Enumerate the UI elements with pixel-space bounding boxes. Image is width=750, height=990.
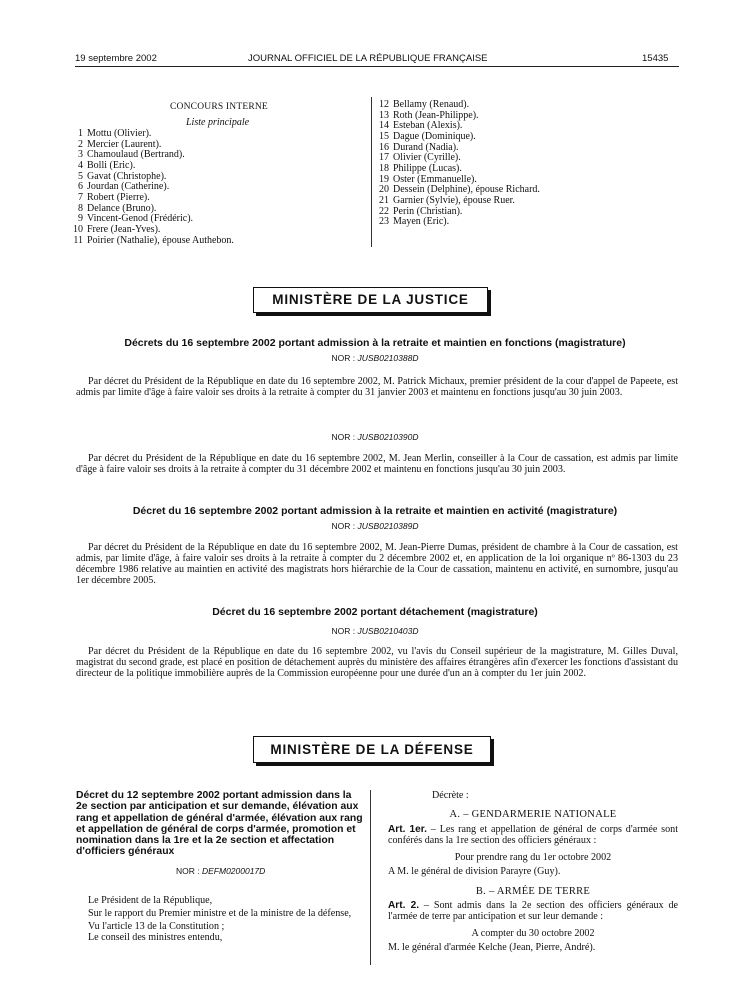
candidate-name: Bolli (Eric).	[87, 159, 136, 171]
candidate-name: Delance (Bruno).	[87, 202, 157, 214]
candidate-rank: 4	[78, 159, 83, 171]
candidate-list-left	[72, 129, 234, 246]
decree-title-defense: Décret du 12 septembre 2002 portant admission dans la 2e section par anticipation et sur demande, élévation aux rang et appellation de général d'armée, élévation aux rang et appellation de général de corps d'armée, promotion et nomination dans la 1re et la 2e section et affectation d'officiers généraux	[76, 790, 363, 858]
candidate-rank: 14	[379, 120, 389, 132]
preamble-line: Vu l'article 13 de la Constitution ;	[88, 921, 225, 933]
decree-title-justice-1: Décrets du 16 septembre 2002 portant admission à la retraite et maintien en fonctions (magistrature)	[124, 337, 626, 349]
candidate-rank: 3	[78, 149, 83, 161]
candidate-rank: 2	[78, 138, 83, 150]
candidate-name: Garnier (Sylvie), épouse Ruer.	[393, 194, 515, 206]
header-rule	[75, 66, 679, 67]
candidate-name: Oster (Emmanuelle).	[393, 173, 477, 185]
candidate-name: Esteban (Alexis).	[393, 120, 463, 132]
candidate-rank: 8	[78, 202, 83, 214]
header-page-number: 15435	[642, 53, 669, 64]
candidate-rank: 21	[379, 194, 389, 206]
defense-preamble	[76, 895, 362, 943]
candidate-rank: 23	[379, 216, 389, 228]
section-heading-armee-de-terre: B. – ARMÉE DE TERRE	[475, 885, 591, 897]
nor-reference: NOR : JUSB0210403D	[331, 626, 419, 636]
candidate-rank: 10	[73, 223, 83, 235]
nor-reference: NOR : JUSB0210389D	[331, 521, 419, 531]
candidate-name: Frere (Jean-Yves).	[87, 223, 161, 235]
candidate-name: Dague (Dominique).	[393, 130, 476, 142]
candidate-rank: 7	[78, 191, 83, 203]
candidate-rank: 16	[379, 141, 389, 153]
ministry-defense-heading: MINISTÈRE DE LA DÉFENSE	[253, 736, 491, 763]
nor-reference: NOR : JUSB0210390D	[331, 432, 419, 442]
candidate-name: Gavat (Christophe).	[87, 170, 167, 182]
candidate-rank: 5	[78, 170, 83, 182]
candidate-name: Roth (Jean-Philippe).	[393, 109, 479, 121]
candidate-name: Mercier (Laurent).	[87, 138, 162, 150]
candidate-name: Perin (Christian).	[393, 205, 463, 217]
candidate-list-right	[378, 100, 540, 228]
nor-reference: NOR : DEFM0200017D	[176, 866, 266, 876]
rang-line: Pour prendre rang du 1er octobre 2002	[454, 852, 612, 864]
candidate-name: Jourdan (Catherine).	[87, 181, 170, 193]
article-1: Art. 1er. – Les rang et appellation de général de corps d'armée sont conférés dans la 1re section des officiers généraux :	[388, 824, 679, 847]
candidate-name: Olivier (Cyrille).	[393, 152, 461, 164]
candidate-rank: 18	[379, 162, 389, 174]
preamble-line: Sur le rapport du Premier ministre et de la ministre de la défense,	[88, 908, 352, 920]
decree-paragraph: Par décret du Président de la République en date du 16 septembre 2002, M. Patrick Michaux, premier président de la cour d'appel de Papeete, est admis par limite d'âge à faire valoir ses droits à la retraite à compter du 31 janvier 2003 et maintenu en fonctions jusqu'au 30 juin 2003.	[76, 376, 678, 398]
candidate-name: Dessein (Delphine), épouse Richard.	[393, 184, 540, 196]
promotion-line: M. le général d'armée Kelche (Jean, Pierre, André).	[388, 941, 596, 953]
candidate-rank: 15	[379, 130, 389, 142]
liste-title: Liste principale	[186, 117, 250, 128]
candidate-name: Bellamy (Renaud).	[393, 99, 470, 110]
decrete-line: Décrète :	[432, 790, 469, 801]
column-divider	[371, 97, 372, 247]
nor-reference: NOR : JUSB0210388D	[331, 353, 419, 363]
candidate-rank: 9	[78, 213, 83, 225]
candidate-rank: 22	[379, 205, 389, 217]
candidate-rank: 20	[379, 184, 389, 196]
preamble-line: Le Président de la République,	[88, 895, 213, 906]
defense-articles	[388, 790, 678, 953]
candidate-rank: 1	[78, 128, 83, 139]
article-2: Art. 2. – Sont admis dans la 2e section des officiers généraux de l'armée de terre par anticipation et sur leur demande :	[388, 899, 679, 922]
decree-title-justice-3: Décret du 16 septembre 2002 portant détachement (magistrature)	[212, 606, 538, 618]
ministry-justice-heading: MINISTÈRE DE LA JUSTICE	[253, 287, 488, 313]
candidate-rank: 11	[73, 234, 83, 246]
candidate-name: Robert (Pierre).	[87, 191, 150, 203]
header-date: 19 septembre 2002	[75, 53, 157, 64]
decree-paragraph: Par décret du Président de la République en date du 16 septembre 2002, vu l'avis du Conseil supérieur de la magistrature, M. Gilles Duval, magistrat du second grade, est placé en position de détachement auprès du ministère des affaires étrangères afin d'exercer les fonctions d'assistant du directeur de la politique immobilière auprès de la Commission européenne pour une durée d'un an à compter du 1er juin 2002.	[76, 646, 678, 679]
candidate-list-item	[72, 236, 234, 247]
candidate-name: Poirier (Nathalie), épouse Authebon.	[87, 234, 234, 246]
column-divider	[370, 790, 371, 965]
candidate-name: Vincent-Genod (Frédéric).	[87, 213, 194, 225]
candidate-rank: 17	[379, 152, 389, 164]
preamble-line: Le conseil des ministres entendu,	[88, 932, 223, 944]
decree-paragraph: Par décret du Président de la République en date du 16 septembre 2002, M. Jean Merlin, conseiller à la Cour de cassation, est admis par limite d'âge à faire valoir ses droits à la retraite à compter du 31 décembre 2002 et maintenu en fonctions jusqu'au 30 juin 2003.	[76, 453, 678, 475]
candidate-rank: 19	[379, 173, 389, 185]
candidate-rank: 6	[78, 181, 83, 193]
candidate-rank: 13	[379, 109, 389, 121]
candidate-name: Mayen (Eric).	[393, 216, 450, 228]
candidate-name: Chamoulaud (Bertrand).	[87, 149, 185, 161]
candidate-name: Philippe (Lucas).	[393, 162, 462, 174]
candidate-list-item	[378, 217, 540, 228]
candidate-name: Mottu (Olivier).	[87, 128, 152, 139]
decree-paragraph: Par décret du Président de la République en date du 16 septembre 2002, M. Jean-Pierre Dumas, président de chambre à la Cour de cassation, est admis, par limite d'âge, à faire valoir ses droits à la retraite à compter du 2 décembre 2002 et, en application de la loi organique nº 86-1303 du 23 décembre 1986 relative au maintien en activité des magistrats hors hiérarchie de la Cour de cassation, maintenu en activité, en surnombre, jusqu'au 1er décembre 2005.	[76, 542, 678, 586]
header-journal-title: JOURNAL OFFICIEL DE LA RÉPUBLIQUE FRANÇAISE	[248, 53, 488, 64]
candidate-name: Durand (Nadia).	[393, 141, 459, 153]
rang-line: A compter du 30 octobre 2002	[471, 927, 595, 939]
candidate-rank: 12	[379, 99, 389, 110]
promotion-line: A M. le général de division Parayre (Guy).	[388, 866, 561, 878]
section-heading-gendarmerie: A. – GENDARMERIE NATIONALE	[449, 809, 617, 821]
decree-title-justice-2: Décret du 16 septembre 2002 portant admission à la retraite et maintien en activité (magistrature)	[132, 505, 618, 517]
concours-title: CONCOURS INTERNE	[170, 102, 268, 112]
